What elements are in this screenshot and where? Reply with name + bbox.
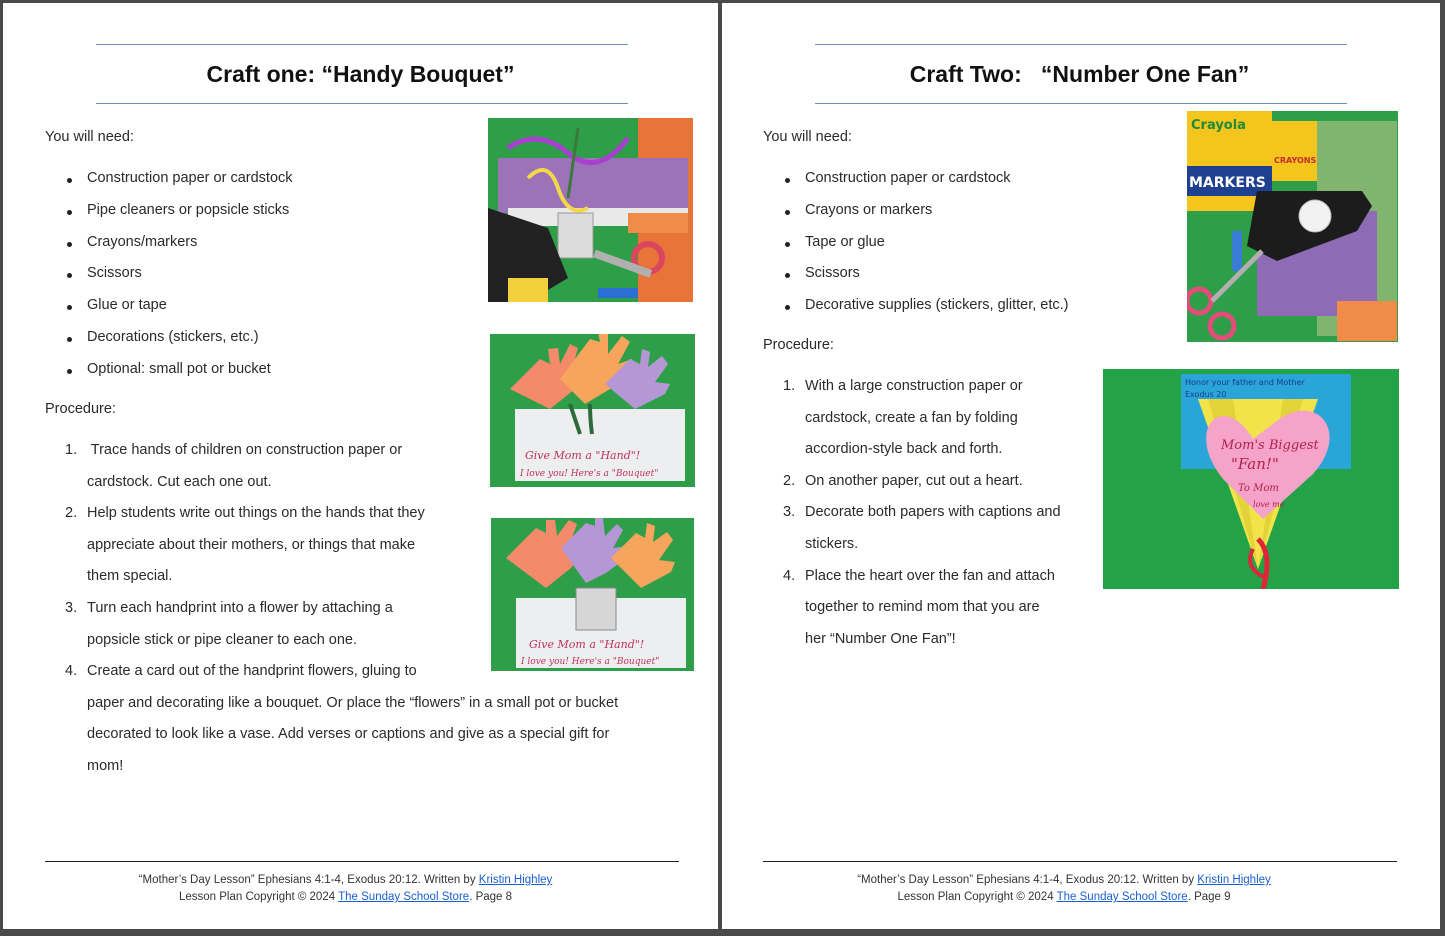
heart-line1: Mom's Biggest bbox=[1221, 438, 1319, 453]
step-text-line: Place the heart over the fan and attach bbox=[805, 567, 1055, 584]
title-rule-top bbox=[96, 44, 628, 45]
step-text-line: decorated to look like a vase. Add verses or captions and give as a special gift for bbox=[87, 726, 610, 743]
supply-item: Optional: small pot or bucket bbox=[87, 360, 271, 377]
need-label: You will need: bbox=[45, 129, 134, 145]
footer bbox=[722, 872, 1406, 906]
supply-item: Crayons or markers bbox=[805, 201, 933, 218]
bucket-caption-line1: Give Mom a "Hand"! bbox=[529, 638, 645, 651]
procedure-label: Procedure: bbox=[45, 401, 116, 417]
bullet bbox=[785, 210, 790, 215]
craft-one-title: Craft one: “Handy Bouquet” bbox=[206, 61, 515, 87]
handprint-card-photo bbox=[490, 334, 695, 487]
footer-line2 bbox=[722, 889, 1406, 906]
footer-copyright-text: Lesson Plan Copyright © 2024 bbox=[897, 891, 1057, 903]
crayons-label: CRAYONS bbox=[1274, 156, 1317, 165]
heart-fan-photo bbox=[1103, 369, 1399, 589]
page-number: . Page 9 bbox=[1187, 891, 1231, 903]
bullet bbox=[67, 337, 72, 342]
title-rule-bottom bbox=[815, 103, 1347, 104]
supply-item: Decorations (stickers, etc.) bbox=[87, 329, 259, 345]
step-text-line: cardstock, create a fan by folding bbox=[805, 409, 1018, 426]
bullet bbox=[785, 178, 790, 183]
note-line1: Honor your father and Mother bbox=[1185, 378, 1305, 387]
title-rule-bottom bbox=[96, 103, 628, 104]
need-label: You will need: bbox=[763, 129, 852, 145]
supply-item: Glue or tape bbox=[87, 297, 167, 314]
bullet bbox=[67, 210, 72, 215]
heart-line2: "Fan!" bbox=[1231, 455, 1279, 473]
step-text-line: them special. bbox=[87, 568, 173, 585]
step-text-line: Trace hands of children on construction paper or bbox=[87, 442, 403, 458]
author-link[interactable]: Kristin Highley bbox=[478, 874, 553, 886]
title-rule-top bbox=[815, 44, 1347, 45]
step-text-line: Turn each handprint into a flower by attaching a bbox=[87, 600, 393, 616]
step-text-line: Create a card out of the handprint flowers, gluing to bbox=[87, 663, 417, 680]
supply-item: Crayons/markers bbox=[87, 233, 198, 250]
step-text-line: her “Number One Fan”! bbox=[805, 630, 956, 647]
store-link[interactable]: The Sunday School Store bbox=[338, 891, 470, 903]
supply-item: Construction paper or cardstock bbox=[87, 170, 293, 186]
supplies-photo bbox=[488, 118, 693, 302]
page-number: . Page 8 bbox=[469, 891, 513, 903]
step-text-line: paper and decorating like a bouquet. Or place the “flowers” in a small pot or bucket bbox=[87, 694, 619, 711]
step-text-line: together to remind mom that you are bbox=[805, 599, 1040, 616]
step-text-line: mom! bbox=[87, 758, 124, 774]
step-number: 3. bbox=[783, 504, 796, 521]
footer bbox=[3, 872, 688, 906]
footer-credit-text: “Mother’s Day Lesson” Ephesians 4:1-4, Exodus 20:12. Written by bbox=[857, 874, 1198, 886]
card-caption-line2: I love you! Here's a "Bouquet" bbox=[520, 469, 659, 479]
step-text-line: accordion-style back and forth. bbox=[805, 441, 1003, 458]
document-page-left bbox=[3, 3, 718, 929]
step-number: 4. bbox=[65, 663, 78, 680]
step-number: 1. bbox=[65, 442, 78, 458]
craft-two-title: Craft Two: “Number One Fan” bbox=[909, 61, 1250, 87]
bullet bbox=[67, 305, 72, 310]
bullet bbox=[67, 273, 72, 278]
handprint-bucket-photo bbox=[491, 518, 694, 671]
step-text-line: Help students write out things on the hands that they bbox=[87, 505, 425, 522]
step-text-line: appreciate about their mothers, or things that make bbox=[87, 536, 416, 553]
supply-item: Pipe cleaners or popsicle sticks bbox=[87, 201, 290, 218]
step-text-line: stickers. bbox=[805, 536, 859, 552]
document-page-right bbox=[722, 3, 1440, 929]
step-number: 3. bbox=[65, 600, 78, 616]
supply-item: Decorative supplies (stickers, glitter, etc.) bbox=[805, 297, 1069, 314]
author-link[interactable]: Kristin Highley bbox=[1197, 874, 1271, 886]
procedure-label: Procedure: bbox=[763, 337, 834, 353]
heart-line4: love me bbox=[1253, 500, 1285, 509]
bullet bbox=[67, 178, 72, 183]
crayola-logo: Crayola bbox=[1191, 118, 1246, 133]
supply-item: Scissors bbox=[87, 265, 142, 282]
supply-item: Scissors bbox=[805, 265, 860, 282]
footer-copyright-text: Lesson Plan Copyright © 2024 bbox=[178, 891, 339, 903]
bucket-caption-line2: I love you! Here's a "Bouquet" bbox=[521, 657, 660, 667]
bullet bbox=[785, 273, 790, 278]
step-number: 2. bbox=[65, 505, 78, 522]
footer-credit-text: “Mother’s Day Lesson” Ephesians 4:1-4, Exodus 20:12. Written by bbox=[138, 874, 479, 886]
step-text-line: cardstock. Cut each one out. bbox=[87, 473, 272, 490]
bullet bbox=[67, 369, 72, 374]
step-number: 2. bbox=[783, 472, 796, 489]
bullet bbox=[785, 305, 790, 310]
step-text-line: popsicle stick or pipe cleaner to each one. bbox=[87, 631, 358, 648]
store-link[interactable]: The Sunday School Store bbox=[1056, 891, 1188, 903]
step-text-line: Decorate both papers with captions and bbox=[805, 504, 1061, 521]
footer-rule bbox=[763, 861, 1397, 862]
step-number: 1. bbox=[783, 378, 796, 394]
step-text-line: On another paper, cut out a heart. bbox=[805, 472, 1023, 489]
bullet bbox=[785, 242, 790, 247]
markers-label: MARKERS bbox=[1189, 175, 1266, 191]
bullet bbox=[67, 242, 72, 247]
card-caption-line1: Give Mom a "Hand"! bbox=[525, 449, 641, 462]
heart-line3: To Mom bbox=[1238, 483, 1279, 494]
footer-rule bbox=[45, 861, 679, 862]
supply-item: Construction paper or cardstock bbox=[805, 170, 1011, 186]
step-text-line: With a large construction paper or bbox=[805, 378, 1023, 394]
note-line2: Exodus 20 bbox=[1185, 390, 1227, 399]
footer-line1 bbox=[722, 872, 1406, 889]
footer-line2 bbox=[3, 889, 688, 906]
footer-line1 bbox=[3, 872, 688, 889]
supply-item: Tape or glue bbox=[805, 233, 885, 250]
fan-supplies-photo bbox=[1187, 111, 1398, 342]
step-number: 4. bbox=[783, 567, 796, 584]
